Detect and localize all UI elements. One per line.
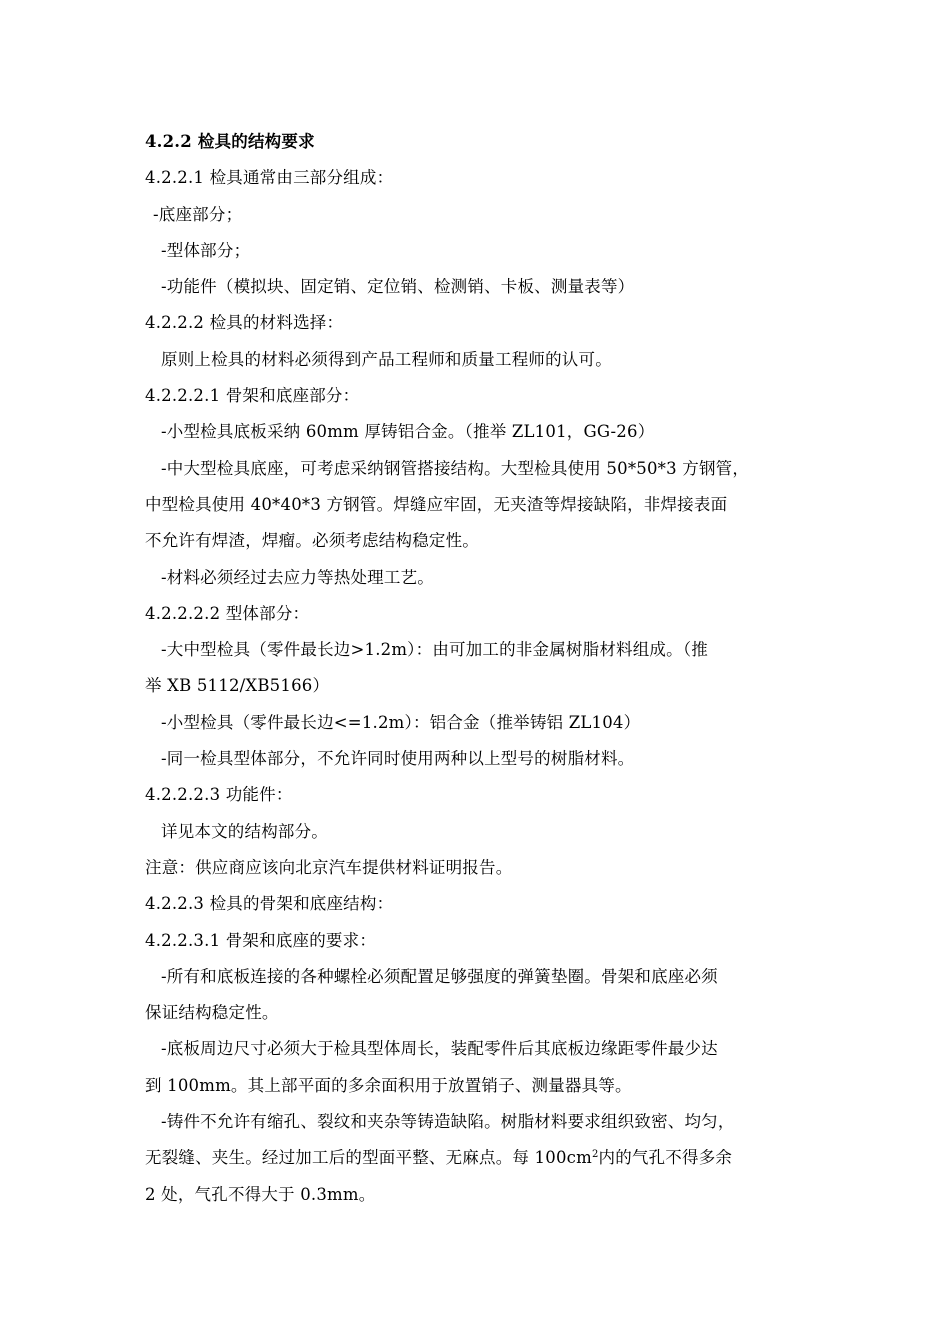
list-item-casting-line2	[145, 1140, 810, 1176]
document-body	[145, 124, 810, 1213]
list-item-large-body-line1: -大中型检具（零件最长边>1.2m）：由可加工的非金属树脂材料组成。（推	[161, 640, 708, 660]
casting-line2-text: 无裂缝、夹生。经过加工后的型面平整、无麻点。每 100cm	[145, 1148, 592, 1168]
subsection-4-2-2-1: 4.2.2.1 检具通常由三部分组成：	[145, 168, 394, 188]
list-item-body: -型体部分；	[161, 240, 251, 260]
subsection-4-2-2-3: 4.2.2.3 检具的骨架和底座结构：	[145, 894, 394, 914]
paragraph-see-structure: 详见本文的结构部分。	[161, 821, 328, 841]
list-item-large-fixture-base-line3: 不允许有焊渣，焊瘤。必须考虑结构稳定性。	[145, 531, 479, 551]
list-item-base-size-line1: -底板周边尺寸必须大于检具型体周长，装配零件后其底板边缘距零件最少达	[161, 1039, 718, 1059]
note-material-certificate: 注意：供应商应该向北京汽车提供材料证明报告。	[145, 857, 513, 877]
list-item-small-body: -小型检具（零件最长边<=1.2m）：铝合金（推举铸铝 ZL104）	[161, 712, 641, 732]
casting-line2-tail: 内的气孔不得多余	[598, 1148, 733, 1168]
list-item-large-body-line2: 举 XB 5112/XB5166）	[145, 676, 330, 696]
subsection-4-2-2-2-1: 4.2.2.2.1 骨架和底座部分：	[145, 386, 360, 406]
superscript-squared: 2	[591, 1149, 599, 1161]
subsection-4-2-2-3-1: 4.2.2.3.1 骨架和底座的要求：	[145, 930, 377, 950]
subsection-4-2-2-2: 4.2.2.2 检具的材料选择：	[145, 313, 344, 333]
list-item-base-size-line2: 到 100mm。其上部平面的多余面积用于放置销子、测量器具等。	[145, 1075, 632, 1095]
list-item-casting-line1: -铸件不允许有缩孔、裂纹和夹杂等铸造缺陷。树脂材料要求组织致密、均匀，	[161, 1112, 735, 1132]
list-item-large-fixture-base-line1: -中大型检具底座，可考虑采纳钢管搭接结构。大型检具使用 50*50*3 方钢管，	[161, 458, 750, 478]
paragraph-material-approval: 原则上检具的材料必须得到产品工程师和质量工程师的认可。	[161, 349, 612, 369]
subsection-4-2-2-2-2: 4.2.2.2.2 型体部分：	[145, 603, 310, 623]
list-item-base: -底座部分；	[153, 204, 243, 224]
list-item-bolts-line1: -所有和底板连接的各种螺栓必须配置足够强度的弹簧垫圈。骨架和底座必须	[161, 966, 718, 986]
list-item-casting-line3: 2 处，气孔不得大于 0.3mm。	[145, 1184, 376, 1204]
list-item-functional-parts: -功能件（模拟块、固定销、定位销、检测销、卡板、测量表等）	[161, 277, 635, 297]
section-heading-4-2-2: 4.2.2 检具的结构要求	[145, 132, 315, 151]
list-item-large-fixture-base-line2: 中型检具使用 40*40*3 方钢管。焊缝应牢固，无夹渣等焊接缺陷，非焊接表面	[145, 494, 728, 514]
list-item-heat-treatment: -材料必须经过去应力等热处理工艺。	[161, 567, 434, 587]
list-item-single-resin: -同一检具型体部分，不允许同时使用两种以上型号的树脂材料。	[161, 749, 635, 769]
list-item-bolts-line2: 保证结构稳定性。	[145, 1003, 279, 1023]
list-item-small-fixture-base: -小型检具底板采纳 60mm 厚铸铝合金。（推举 ZL101，GG-26）	[161, 422, 655, 442]
subsection-4-2-2-2-3: 4.2.2.2.3 功能件：	[145, 785, 293, 805]
